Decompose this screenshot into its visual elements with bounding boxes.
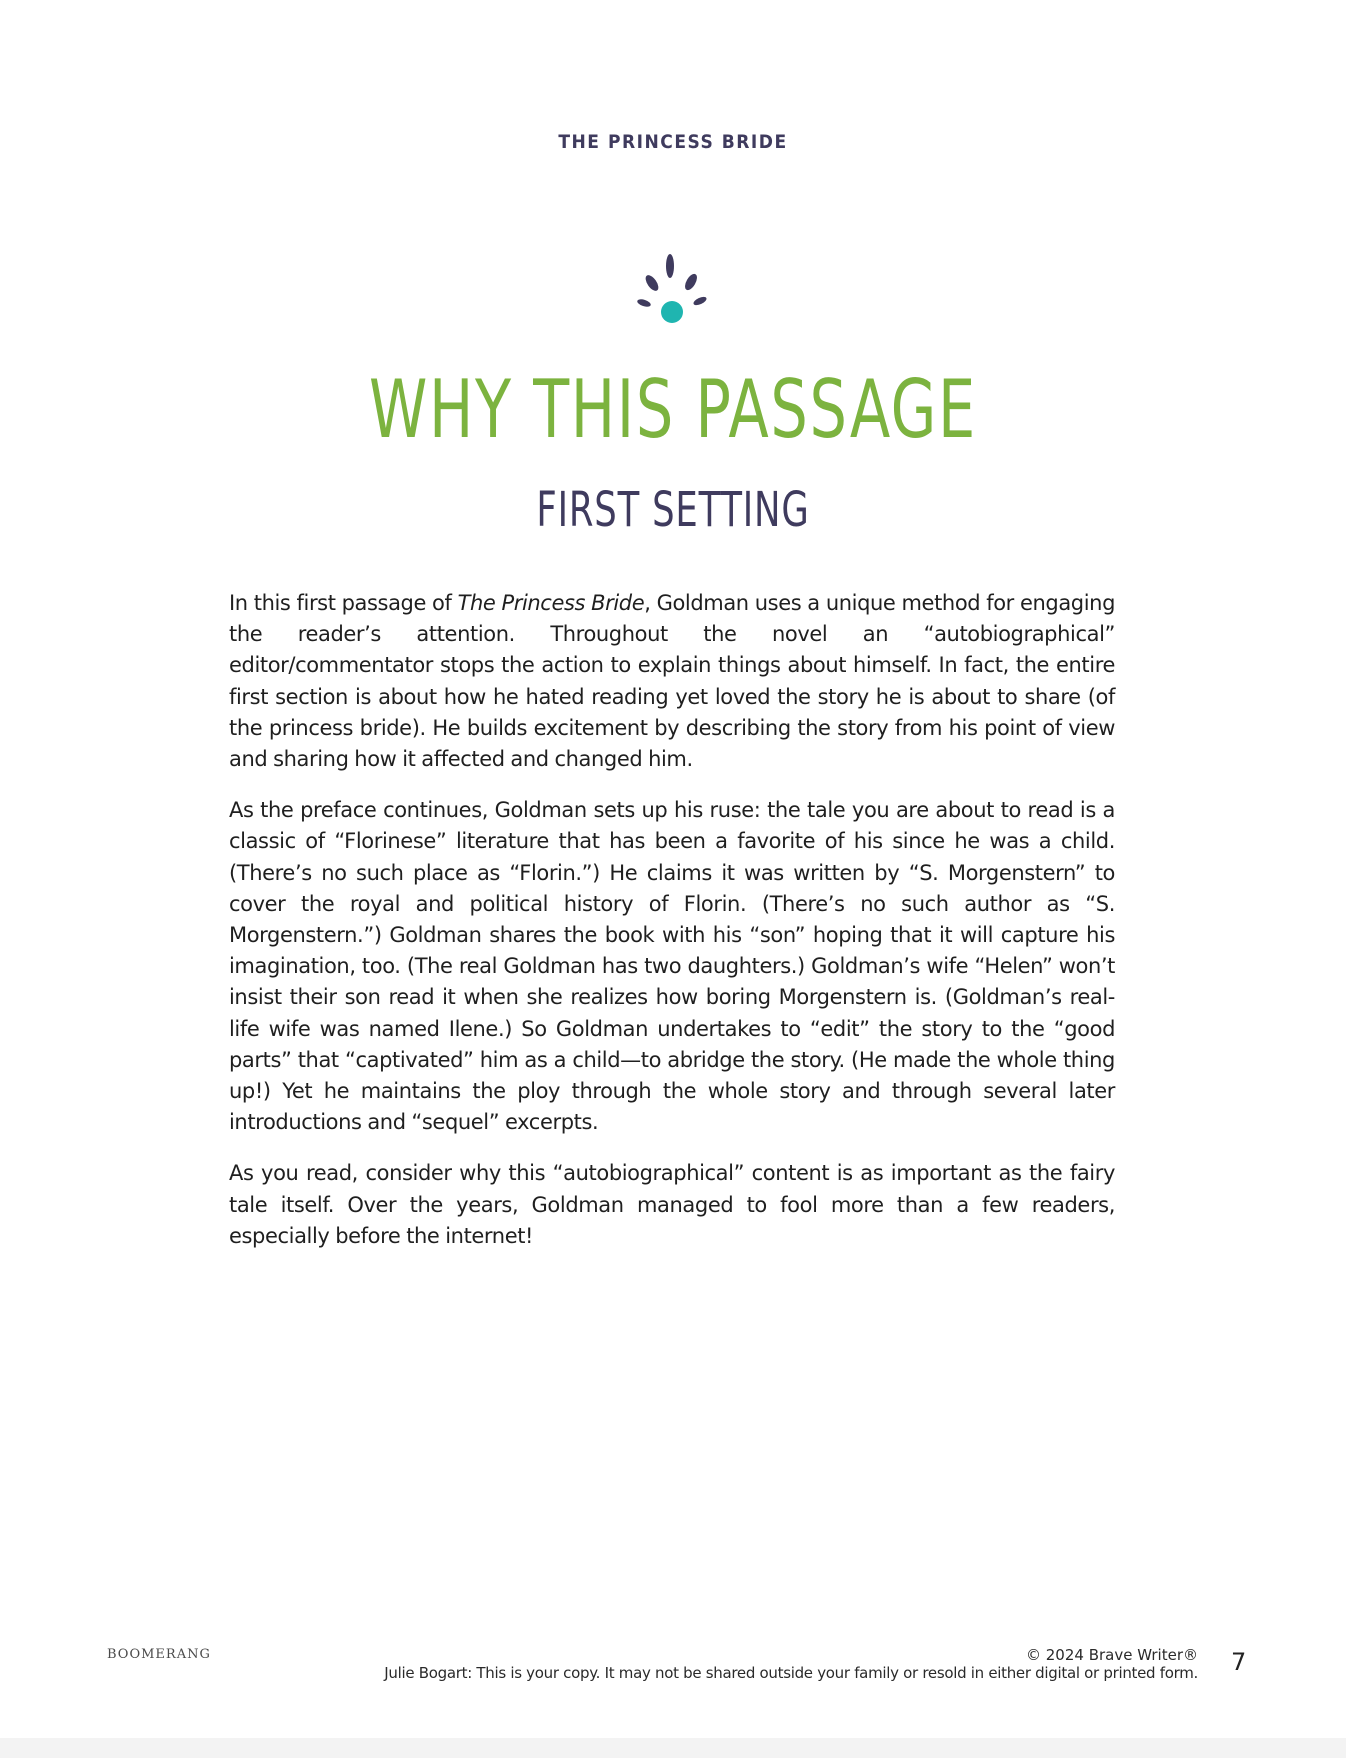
ornament-right-drop [683, 272, 700, 292]
ornament-far-left-drop [636, 298, 651, 308]
paragraph-3: As you read, consider why this “autobiographical” content is as important as the fairy tale itself. Over the years, Goldman managed to fool more than a few readers, especially before the internet! [229, 1161, 1115, 1248]
running-header: THE PRINCESS BRIDE [558, 131, 788, 153]
ornament-left-drop [643, 273, 661, 293]
paragraph-1-rest: , Goldman uses a unique method for engaging the reader’s attention. Throughout the novel an “autobiographical” editor/commentator stops the action to explain things about himself. In fact, the entire first section is about how he hated reading yet loved the story he is about to share (of the princess bride). He builds excitement by describing the story from his point of view and sharing how it affected and changed him. [229, 591, 1116, 772]
ornament-center-drop [666, 254, 674, 278]
ornament-far-right-drop [692, 295, 707, 307]
section-title: WHY THIS PASSAGE [369, 363, 977, 456]
body-text [229, 588, 1115, 1272]
boomerang-logo: BOOMERANG [107, 1647, 211, 1662]
paragraph-2: As the preface continues, Goldman sets up his ruse: the tale you are about to read is a classic of “Florinese” literature that has been a favorite of his since he was a child. (There’s no such place as “Florin.”) He claims it was written by “S. Morgenstern” to cover the royal and political history of Florin. (There’s no such author as “S. Morgenstern.”) Goldman shares the book with his “son” hoping that it will capture his imagination, too. (The real Goldman has two daughters.) Goldman’s wife “Helen” won’t insist their son read it when she realizes how boring Morgenstern is. (Goldman’s real-life wife was named Ilene.) So Goldman undertakes to “edit” the story to the “good parts” that “captivated” him as a child—to abridge the story. (He made the whole thing up!) Yet he maintains the ploy through the whole story and through several later introductions and “sequel” excerpts. [229, 798, 1115, 1135]
paragraph-1 [229, 588, 1115, 775]
ornament-teal-dot [661, 301, 683, 323]
footer-copyright: © 2024 Brave Writer® [1025, 1646, 1198, 1664]
page-number: 7 [1231, 1648, 1247, 1676]
paragraph-1-start: In this first passage of [229, 591, 458, 615]
page-edge [0, 1738, 1346, 1758]
footer-license: Julie Bogart: This is your copy. It may not be shared outside your family or resold in either digital or printed form. [384, 1664, 1198, 1682]
sparkle-burst-icon [630, 252, 716, 326]
book-title: The Princess Bride [457, 591, 645, 615]
section-subtitle: FIRST SETTING [536, 482, 810, 538]
